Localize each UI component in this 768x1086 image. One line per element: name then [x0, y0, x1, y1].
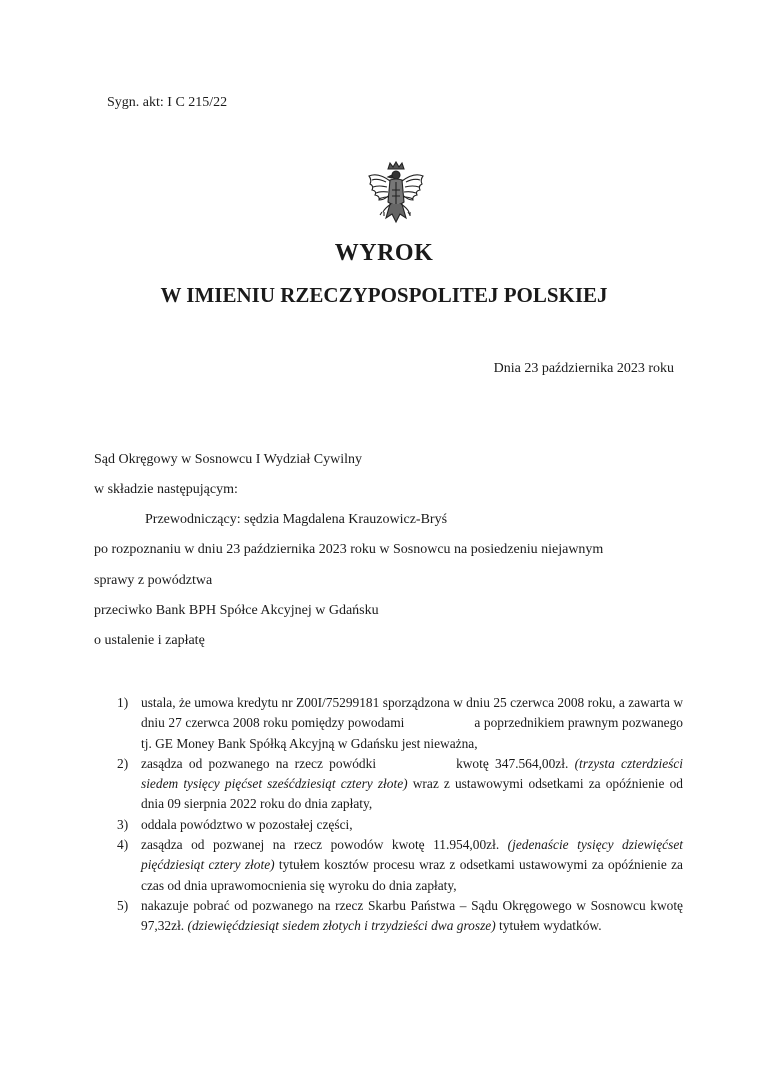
court-name: Sąd Okręgowy w Sosnowcu I Wydział Cywilny [94, 452, 362, 467]
item-text: ustala, że umowa kredytu nr Z00I/75299181 sporządzona w dniu 25 czerwca 2008 roku, a zawarta w dniu 27 czerwca 2008 roku pomiędzy powodami a poprzednikiem prawnym pozwanego tj. GE Money Bank Spółką Akcyjną w Gdańsku jest nieważna, [141, 695, 683, 751]
item-text: zasądza od pozwanego na rzecz powódki kwotę 347.564,00zł. (trzysta czterdzieści siedem tysięcy pięćset sześćdziesiąt cztery złote) wraz z ustawowymi odsetkami za opóźnienie od dnia 09 sierpnia 2022 roku do dnia zapłaty, [141, 755, 684, 812]
case-signature: Sygn. akt: I C 215/22 [107, 95, 228, 110]
composition-label: w składzie następującym: [94, 482, 238, 497]
ruling-item-1 [117, 693, 683, 754]
ruling-item-2 [117, 754, 683, 815]
defendant-line: przeciwko Bank BPH Spółce Akcyjnej w Gdańsku [94, 603, 379, 618]
judgment-date: Dnia 23 października 2023 roku [493, 361, 674, 376]
judgment-subtitle: W IMIENIU RZECZYPOSPOLITEJ POLSKIEJ [160, 283, 608, 307]
ruling-item-5 [117, 896, 683, 937]
item-number: 3) [117, 816, 129, 832]
subject-line: o ustalenie i zapłatę [94, 633, 205, 648]
ruling-item-3 [117, 815, 683, 835]
item-number: 1) [117, 695, 129, 710]
item-number: 5) [117, 897, 129, 913]
item-text: oddala powództwo w pozostałej części, [141, 816, 353, 832]
hearing-line: po rozpoznaniu w dniu 23 października 2023 roku w Sosnowcu na posiedzeniu niejawnym [94, 542, 604, 557]
eagle-emblem-icon [366, 160, 426, 230]
item-number: 2) [117, 755, 129, 771]
ruling-list [117, 693, 683, 937]
judgment-title: WYROK [334, 240, 434, 266]
item-number: 4) [117, 837, 129, 853]
case-line: sprawy z powództwa [94, 573, 213, 588]
ruling-item-4 [117, 835, 683, 896]
item-text: nakazuje pobrać od pozwanego na rzecz Skarbu Państwa – Sądu Okręgowego w Sosnowcu kwotę 97,32zł. (dziewięćdziesiąt siedem złotych i trzydzieści dwa grosze) tytułem wydatków. [141, 897, 683, 934]
presiding-judge: Przewodniczący: sędzia Magdalena Krauzowicz-Bryś [145, 512, 448, 527]
item-text: zasądza od pozwanej na rzecz powodów kwotę 11.954,00zł. (jedenaście tysięcy dziewięćset pięćdziesiąt cztery złote) tytułem kosztów procesu wraz z odsetkami ustawowymi za opóźnienie za czas od dnia uprawomocnienia się wyroku do dnia zapłaty, [141, 837, 683, 893]
